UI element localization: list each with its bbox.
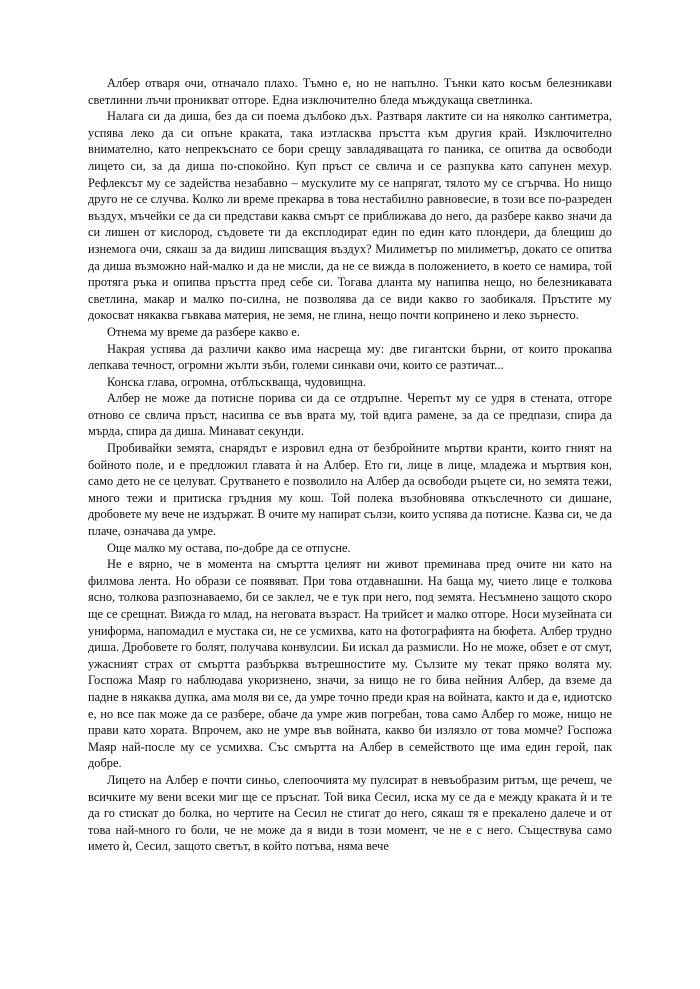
paragraph: Лицето на Албер е почти синьо, слепоочията му пулсират в невъобразим ритъм, ще речеш, че всичките му вени всеки миг ще се пръснат. Той вика Сесил, иска му се да е между краката ѝ и те да го стискат до болка, но чертите на Сесил не стигат до него, сякаш тя е прекалено далече и от това най-много го боли, че не може да я види в този момент, че не е с него. Съществува само името ѝ, Сесил, защото светът, в който потъва, няма вече [88,772,612,854]
paragraph: Албер отваря очи, отначало плахо. Тъмно е, но не напълно. Тънки като косъм белезникави светлинни лъчи проникват отгоре. Една изключително бледа мъждукаща светлинка. [88,76,612,107]
paragraph: Не е вярно, че в момента на смъртта целият ни живот преминава пред очите ни като на филмова лента. Но образи се появяват. При това отдавнашни. На баща му, чието лице е толкова ясно, толкова разпознаваемо, би се заклел, че е тук при него, под земята. Несъмнено защото скоро ще се срещнат. Вижда го млад, на неговата възраст. На трийсет и малко отгоре. Носи музейната си униформа, напомадил е мустака си, не се усмихва, като на фотографията на бюфета. Албер трудно диша. Дробовете го болят, получава конвулсии. Би искал да размисли. Но не може, обзет е от смут, ужасният страх от смъртта разбърква вътрешностите му. Сълзите му текат пряко волята му. Госпожа Маяр го наблюдава укоризнено, значи, за нищо не го бива нейния Албер, да вземе да падне в някаква дупка, ама моля ви се, да умре точно преди края на войната, както и да е, идиотско е, но все пак може да се разбере, обаче да умре жив погребан, това само Албер го може, нищо не прави като хората. Впрочем, ако не умре във войната, какво би излязло от това момче? Госпожа Маяр най-после му се усмихва. Със смъртта на Албер в семейството ще има един герой, пак добре. [88,557,612,771]
paragraph: Още малко му остава, по-добре да се отпусне. [107,540,351,555]
paragraph: Конска глава, огромна, отблъскваща, чудовищна. [107,374,366,389]
paragraph: Албер не може да потисне порива си да се отдръпне. Черепът му се удря в стената, отгоре отново се свлича пръст, насипва се във врата му, той вдига рамене, за да се предпази, спира да мърда, спира да диша. Минават секунди. [88,391,612,439]
body-text [88,75,612,855]
paragraph: Отнема му време да разбере какво е. [107,324,300,339]
paragraph: Накрая успява да различи какво има насреща му: две гигантски бърни, от които прокапва лепкава течност, огромни жълти зъби, големи синкави очи, които се разтичат... [88,341,612,373]
paragraph: Налага си да диша, без да си поема дълбоко дъх. Разтваря лактите си на няколко сантиметра, успява леко да си опъне краката, така изтласква пръстта към другия край. Изключително внимателно, като непрекъснато се бори срещу завладяващата го паника, се опитва да освободи лицето си, за да диша по-спокойно. Куп пръст се свлича и се разпуква като сапунен мехур. Рефлексът му се задейства незабавно – мускулите му се напрягат, тялото му се сгърчва. Но нищо друго не се случва. Колко ли време прекарва в това нестабилно равновесие, в този все по-разреден въздух, мъчейки се да си представи каква смърт се приближава до него, да разбере какво значи да си лишен от кислород, съдовете ти да експлодират един по един като плондери, да блещиш до изнемога очи, сякаш за да видиш липсващия въздух? Милиметър по милиметър, докато се опитва да диша възможно най-малко и да не мисли, да не се вижда в положението, в което се намира, той протяга ръка и опипва пръстта пред себе си. Тогава дланта му напипва нещо, но белезникавата светлина, макар и малко по-силна, не позволява да се види какво го заобикаля. Пръстите му докосват някаква гъвкава материя, не земя, не глина, нещо почти копринено и леко зърнесто. [88,109,612,323]
paragraph: Пробивайки земята, снарядът е изровил една от безбройните мъртви кранти, които гният на бойното поле, и е предложил главата ѝ на Албер. Ето ги, лице в лице, младежа и мъртвия кон, само дето не се целуват. Срутването е позволило на Албер да освободи ръцете си, но земята тежи, много тежи и притиска гръдния му кош. Той полека възобновява откъслечното си дишане, дробовете му вече не издържат. В очите му напират сълзи, които успява да потисне. Казва си, че да плаче, означава да умре. [88,441,612,539]
